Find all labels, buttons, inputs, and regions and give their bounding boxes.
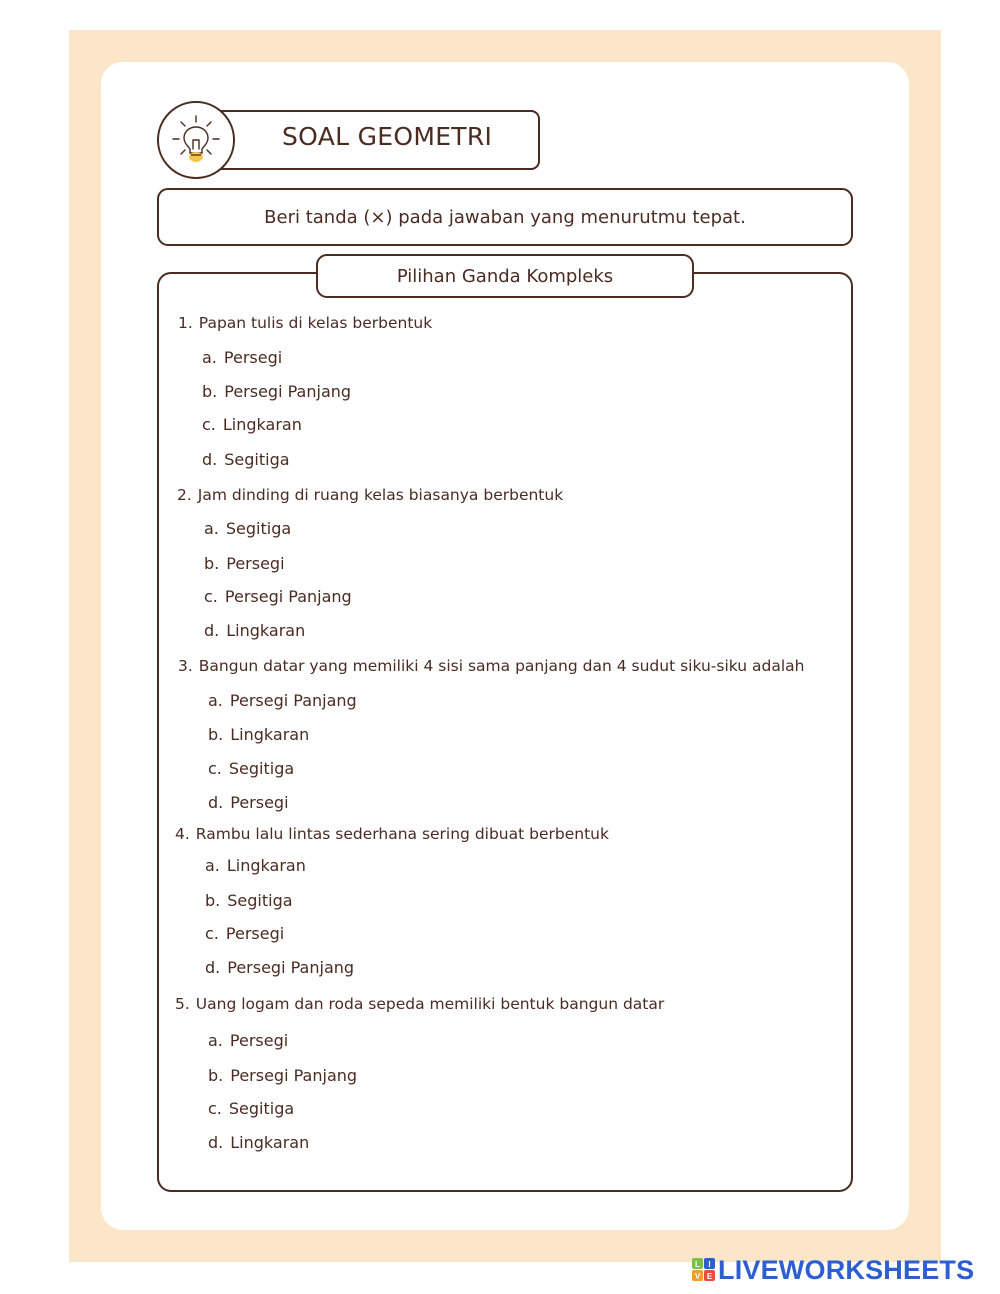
- option-5b[interactable]: b. Persegi Panjang: [208, 1066, 358, 1085]
- option-3d[interactable]: d. Persegi: [208, 793, 289, 812]
- lightbulb-icon: [159, 103, 233, 177]
- option-2d[interactable]: d. Lingkaran: [204, 621, 306, 640]
- page-title: SOAL GEOMETRI: [282, 122, 493, 151]
- liveworksheets-logo: [692, 1256, 974, 1284]
- question-1: 1. Papan tulis di kelas berbentuk: [178, 314, 433, 332]
- question-5: 5. Uang logam dan roda sepeda memiliki bentuk bangun datar: [175, 995, 665, 1013]
- option-1c[interactable]: c. Lingkaran: [202, 415, 302, 434]
- option-1b[interactable]: b. Persegi Panjang: [202, 382, 352, 401]
- svg-text:L: L: [695, 1260, 700, 1269]
- option-5d[interactable]: d. Lingkaran: [208, 1133, 310, 1152]
- option-4a[interactable]: a. Lingkaran: [205, 856, 306, 875]
- option-2a[interactable]: a. Segitiga: [204, 519, 292, 538]
- question-3: 3. Bangun datar yang memiliki 4 sisi sama panjang dan 4 sudut siku-siku adalah: [178, 657, 805, 675]
- svg-text:E: E: [706, 1272, 713, 1281]
- lightbulb-badge: [157, 101, 235, 179]
- instruction-text: Beri tanda (×) pada jawaban yang menurutmu tepat.: [264, 206, 746, 228]
- option-3c[interactable]: c. Segitiga: [208, 759, 295, 778]
- option-1a[interactable]: a. Persegi: [202, 348, 283, 367]
- section-label-text: Pilihan Ganda Kompleks: [396, 265, 614, 287]
- liveworksheets-logo-mark-icon: [692, 1258, 716, 1282]
- option-4c[interactable]: c. Persegi: [205, 924, 285, 943]
- question-4: 4. Rambu lalu lintas sederhana sering dibuat berbentuk: [175, 825, 609, 843]
- option-5a[interactable]: a. Persegi: [208, 1031, 289, 1050]
- svg-text:I: I: [708, 1260, 711, 1269]
- section-label: [316, 254, 694, 298]
- option-1d[interactable]: d. Segitiga: [202, 450, 290, 469]
- liveworksheets-logo-text: LIVEWORKSHEETS: [718, 1255, 975, 1285]
- option-3a[interactable]: a. Persegi Panjang: [208, 691, 357, 710]
- option-4b[interactable]: b. Segitiga: [205, 891, 293, 910]
- svg-text:V: V: [694, 1272, 701, 1281]
- option-3b[interactable]: b. Lingkaran: [208, 725, 310, 744]
- option-4d[interactable]: d. Persegi Panjang: [205, 958, 355, 977]
- question-2: 2. Jam dinding di ruang kelas biasanya berbentuk: [177, 486, 564, 504]
- option-2b[interactable]: b. Persegi: [204, 554, 285, 573]
- option-5c[interactable]: c. Segitiga: [208, 1099, 295, 1118]
- option-2c[interactable]: c. Persegi Panjang: [204, 587, 352, 606]
- instruction-box: [157, 188, 853, 246]
